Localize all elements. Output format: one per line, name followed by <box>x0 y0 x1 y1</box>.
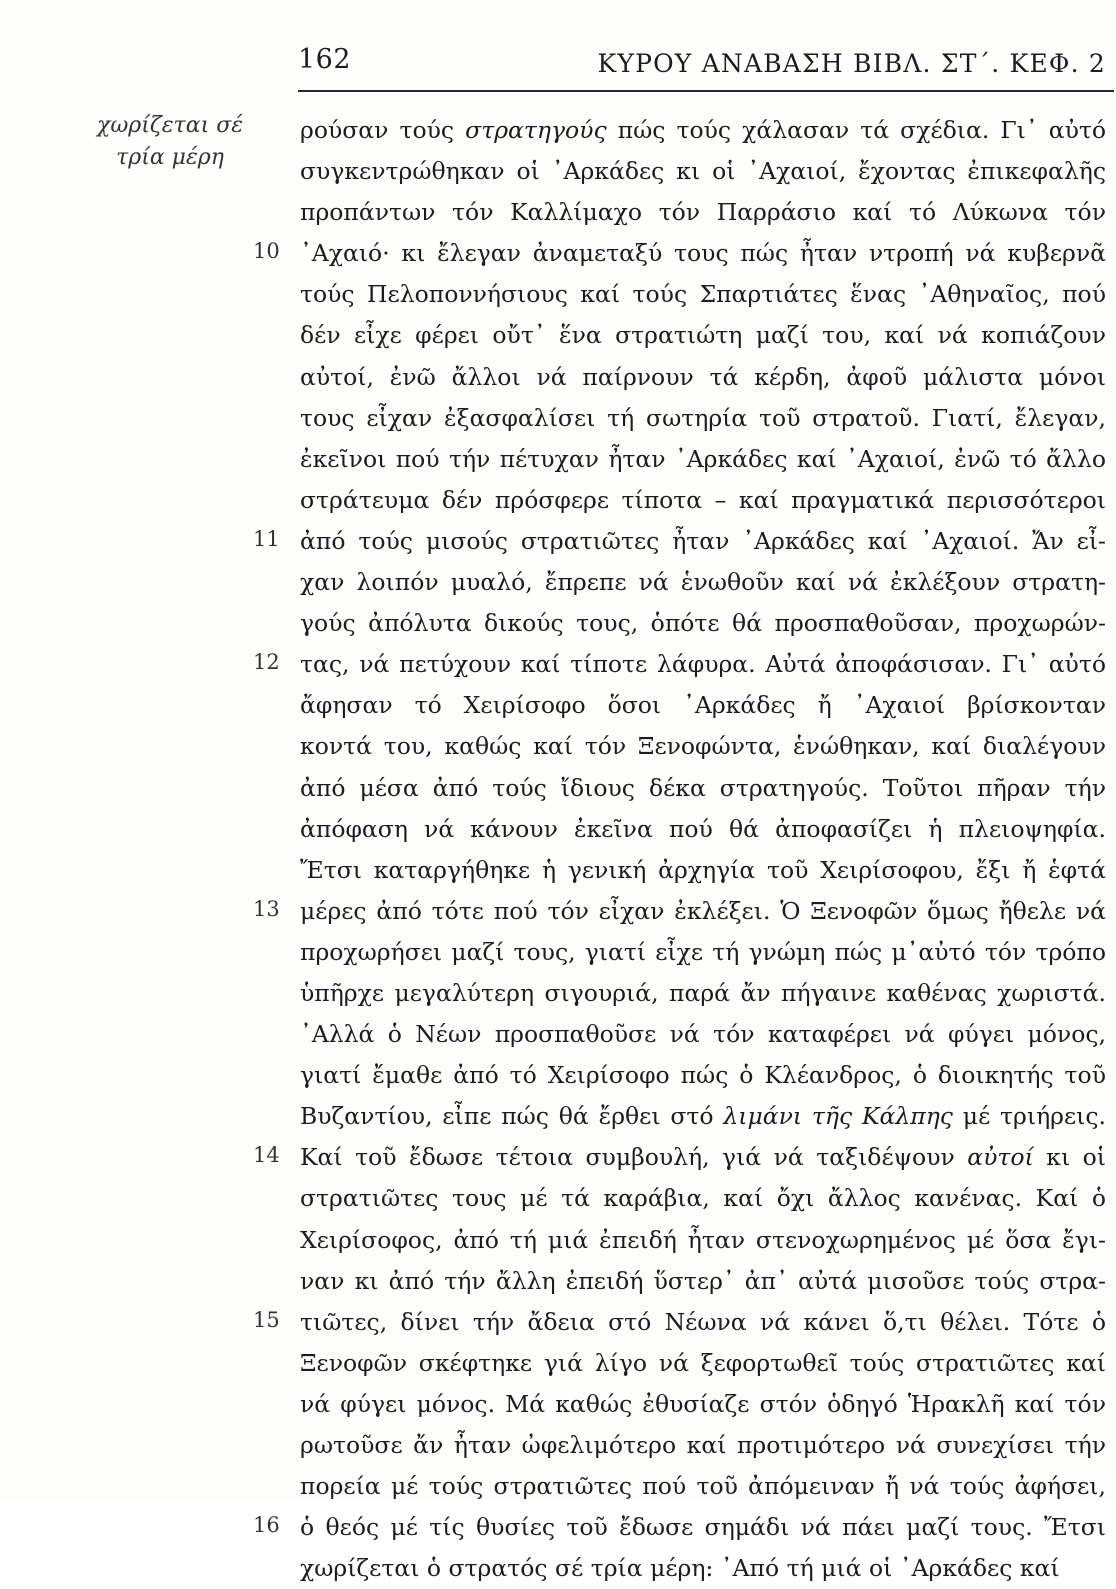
line-text: ἀπόφαση νά κάνουν ἐκεῖνα πού θά ἀποφασίζει ἡ πλειοψηφία. <box>300 814 1106 843</box>
text-line <box>300 151 1106 192</box>
line-text: στράτευμα δέν πρόσφερε τίποτα – καί πραγματικά περισσότεροι <box>300 485 1106 514</box>
line-text: ᾿Αχαιό· κι ἔλεγαν ἀναμεταξύ τους πώς ἦταν ντροπή νά κυβερνᾶ <box>300 239 1106 268</box>
text-line <box>300 1220 1106 1261</box>
text-line <box>300 398 1106 439</box>
text-line <box>300 726 1106 767</box>
section-number: 10 <box>253 239 280 264</box>
text-line <box>300 480 1106 521</box>
text-line <box>300 850 1106 891</box>
line-text: κοντά του, καθώς καί τόν Ξενοφώντα, ἑνώθηκαν, καί διαλέγουν <box>300 732 1106 761</box>
text-line <box>253 521 1106 562</box>
text-line <box>253 644 1106 685</box>
line-text: στρατιῶτες τους μέ τά καράβια, καί ὄχι ἄλλος κανένας. Καί ὁ <box>300 1184 1106 1213</box>
text-line <box>300 1425 1106 1466</box>
text-line <box>300 357 1106 398</box>
text-line <box>300 1014 1106 1055</box>
line-text: ἀπό μέσα ἀπό τούς ἴδιους δέκα στρατηγούς. Τοῦτοι πῆραν τήν <box>300 773 1106 802</box>
line-text: προχωρήσει μαζί τους, γιατί εἶχε τή γνώμη πώς μ᾿αὐτό τόν τρόπο <box>300 937 1106 966</box>
text-line <box>253 233 1106 274</box>
line-text: Χειρίσοφος, ἀπό τή μιά ἐπειδή ἦταν στενοχωρημένος μέ ὅσα ἔγι- <box>300 1225 1106 1254</box>
margin-note <box>70 110 270 174</box>
body-text <box>253 110 1107 1589</box>
line-text: Καί τοῦ ἔδωσε τέτοια συμβουλή, γιά νά ταξιδέψουν <box>300 1143 968 1172</box>
line-text: ᾿Αλλά ὁ Νέων προσπαθοῦσε νά τόν καταφέρει νά φύγει μόνος, <box>300 1020 1106 1049</box>
text-line <box>300 315 1106 356</box>
text-line <box>300 603 1106 644</box>
line-text: νά φύγει μόνος. Μά καθώς ἐθυσίαζε στόν ὁδηγό Ἡρακλῆ καί τόν <box>300 1389 1106 1418</box>
line-text: ὑπῆρχε μεγαλύτερη σιγουριά, παρά ἄν πήγαινε καθένας χωριστά. <box>300 978 1106 1007</box>
margin-note-line: χωρίζεται σέ <box>96 113 244 138</box>
italic-phrase: αὐτοί <box>967 1143 1034 1172</box>
section-number: 12 <box>253 650 280 675</box>
running-head <box>298 42 1106 90</box>
italic-phrase: στρατηγούς <box>465 116 607 144</box>
line-text: γούς ἀπόλυτα δικούς τους, ὁπότε θά προσπαθοῦσαν, προχωρών- <box>300 609 1106 638</box>
text-line <box>300 110 1106 151</box>
line-text: γιατί ἔμαθε ἀπό τό Χειρίσοφο πώς ὁ Κλέανδρος, ὁ διοικητής τοῦ <box>300 1061 1106 1090</box>
line-text: αὐτοί, ἐνῶ ἄλλοι νά παίρνουν τά κέρδη, ἀφοῦ μάλιστα μόνοι <box>300 362 1106 391</box>
page-number: 162 <box>298 44 352 75</box>
margin-note-line: τρία μέρη <box>116 145 224 170</box>
section-number: 16 <box>253 1513 280 1538</box>
text-line <box>253 891 1106 932</box>
line-text: τους εἶχαν ἐξασφαλίσει τή σωτηρία τοῦ στρατοῦ. Γιατί, ἔλεγαν, <box>300 403 1106 432</box>
text-line <box>300 1261 1106 1302</box>
line-text: μέ τριήρεις. <box>952 1102 1106 1131</box>
text-line <box>253 1137 1106 1178</box>
line-text: χωρίζεται ὁ στρατός σέ τρία μέρη: ᾿Από τή μιά οἱ ᾿Αρκάδες καί <box>300 1554 1060 1583</box>
text-line <box>300 192 1106 233</box>
line-text: τιῶτες, δίνει τήν ἄδεια στό Νέωνα νά κάνει ὅ,τι θέλει. Τότε ὁ <box>300 1307 1106 1336</box>
line-text: μέρες ἀπό τότε πού τόν εἶχαν ἐκλέξει. Ὁ Ξενοφῶν ὅμως ἤθελε νά <box>300 896 1106 925</box>
text-line <box>300 1178 1106 1219</box>
text-line <box>300 809 1106 850</box>
text-line <box>300 768 1106 809</box>
text-line <box>253 1302 1106 1343</box>
line-text: τούς Πελοποννήσιους καί τούς Σπαρτιάτες ἕνας ᾿Αθηναῖος, πού <box>300 280 1106 309</box>
text-line <box>300 1343 1106 1384</box>
line-text: δέν εἶχε φέρει οὔτ᾿ ἕνα στρατιώτη μαζί του, καί νά κοπιάζουν <box>300 321 1106 350</box>
text-line <box>300 562 1106 603</box>
line-text: συγκεντρώθηκαν οἱ ᾿Αρκάδες κι οἱ ᾿Αχαιοί, ἔχοντας ἐπικεφαλῆς <box>300 157 1106 186</box>
line-text: ἐκεῖνοι πού τήν πέτυχαν ἦταν ᾿Αρκάδες καί ᾿Αχαιοί, ἐνῶ τό ἄλλο <box>300 444 1106 473</box>
line-text: τας, νά πετύχουν καί τίποτε λάφυρα. Αὐτά ἀποφάσισαν. Γι᾿ αὐτό <box>300 650 1106 679</box>
text-line <box>300 1055 1106 1096</box>
section-number: 13 <box>253 896 280 921</box>
italic-phrase: λιμάνι τῆς Κάλπης <box>723 1102 953 1131</box>
text-line <box>300 685 1106 726</box>
section-number: 11 <box>253 526 280 551</box>
line-text: πορεία μέ τούς στρατιῶτες πού τοῦ ἀπόμειναν ἤ νά τούς ἀφήσει, <box>300 1472 1106 1501</box>
text-line <box>300 1384 1106 1425</box>
header-rule <box>298 90 1114 92</box>
line-text: χαν λοιπόν μυαλό, ἔπρεπε νά ἑνωθοῦν καί νά ἐκλέξουν στρατη- <box>300 568 1106 597</box>
section-number: 14 <box>253 1143 280 1168</box>
text-line <box>300 1548 1106 1589</box>
line-text: Ξενοφῶν σκέφτηκε γιά λίγο νά ξεφορτωθεῖ τούς στρατιῶτες καί <box>300 1348 1106 1377</box>
line-text: πώς τούς χάλασαν τά σχέδια. Γι᾿ αὐτό <box>606 116 1107 144</box>
text-line <box>300 439 1106 480</box>
text-line <box>300 973 1106 1014</box>
text-line <box>300 274 1106 315</box>
line-text: προπάντων τόν Καλλίμαχο τόν Παρράσιο καί τό Λύκωνα τόν <box>300 198 1106 227</box>
line-text: Ἔτσι καταργήθηκε ἡ γενική ἀρχηγία τοῦ Χειρίσοφου, ἔξι ἤ ἑφτά <box>300 855 1106 884</box>
line-text: ἀπό τούς μισούς στρατιῶτες ἦταν ᾿Αρκάδες καί ᾿Αχαιοί. Ἄν εἶ- <box>300 526 1106 555</box>
line-text: ρωτοῦσε ἄν ἦταν ὠφελιμότερο καί προτιμότερο νά συνεχίσει τήν <box>300 1431 1106 1459</box>
line-text: ἄφησαν τό Χειρίσοφο ὅσοι ᾿Αρκάδες ἤ ᾿Αχαιοί βρίσκονταν <box>300 691 1106 720</box>
text-line <box>300 932 1106 973</box>
text-line <box>300 1096 1106 1137</box>
text-line <box>253 1507 1106 1548</box>
line-text: Βυζαντίου, εἶπε πώς θά ἔρθει στό <box>300 1102 724 1131</box>
line-text: ρούσαν τούς <box>300 116 466 144</box>
text-line <box>300 1466 1106 1507</box>
running-title: ΚΥΡΟΥ ΑΝΑΒΑΣΗ ΒΙΒΛ. ΣΤ΄. ΚΕΦ. 2 <box>597 49 1106 78</box>
section-number: 15 <box>253 1307 280 1332</box>
line-text: κι οἱ <box>1033 1143 1106 1172</box>
line-text: ναν κι ἀπό τήν ἄλλη ἐπειδή ὕστερ᾿ ἀπ᾿ αὐτά μισοῦσε τούς στρα- <box>300 1266 1106 1295</box>
line-text: ὁ θεός μέ τίς θυσίες τοῦ ἔδωσε σημάδι νά πάει μαζί τους. Ἔτσι <box>300 1513 1106 1542</box>
